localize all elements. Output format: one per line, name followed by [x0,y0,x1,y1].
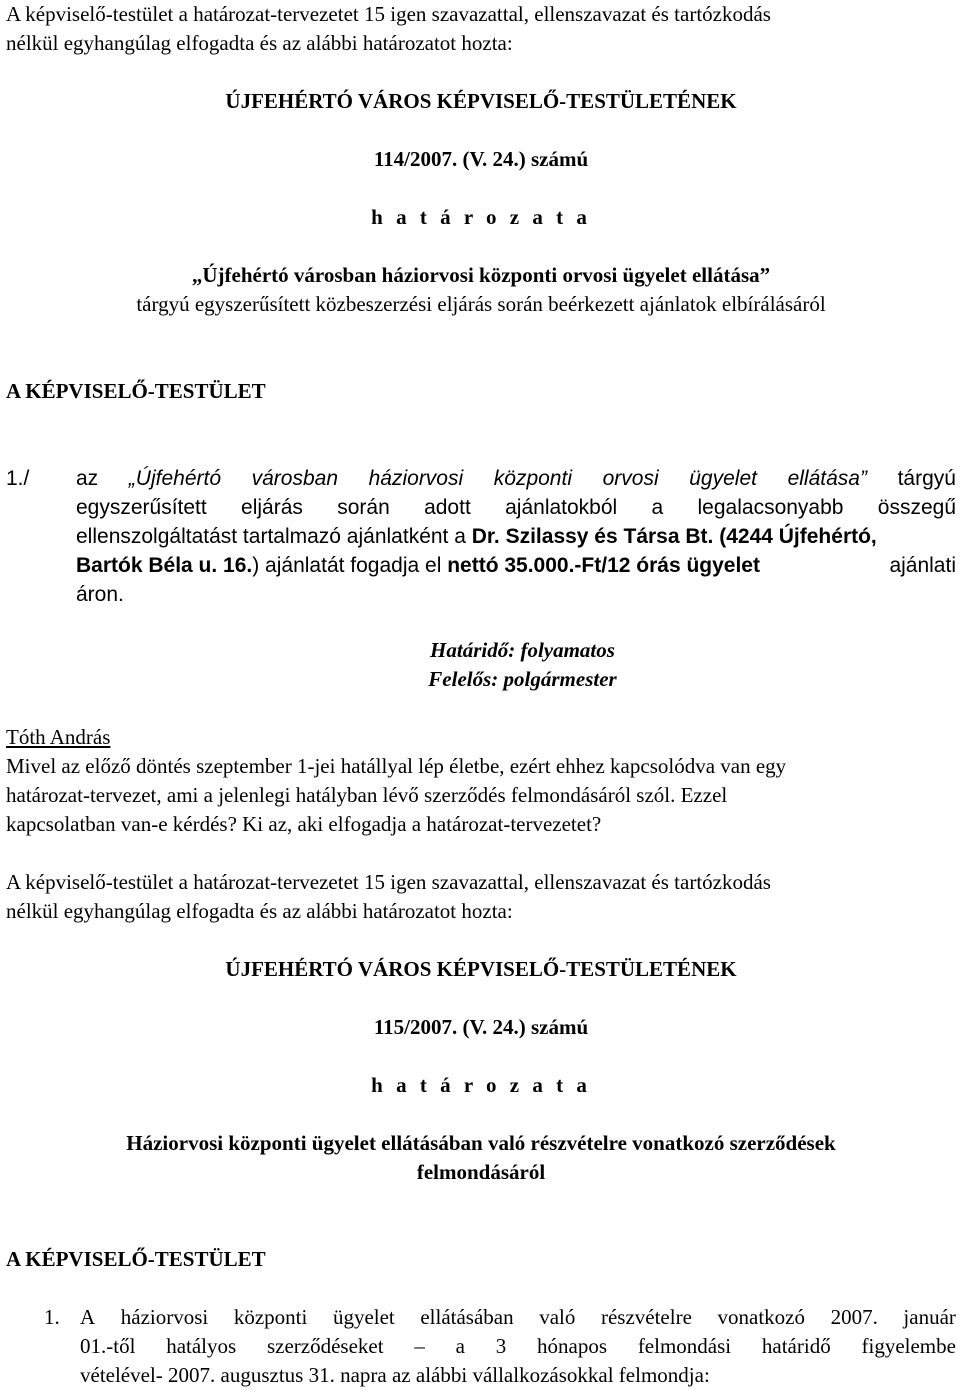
text-span: ellenszolgáltatást tartalmazó ajánlatként a [76,525,472,548]
text-span: Dr. Szilassy és Társa Bt. [471,525,714,548]
text-span: vonatkozó [717,1305,805,1329]
intro-paragraph-2 [6,868,956,926]
text-span: A képviselő-testület a határozat-tervezetet 15 igen szavazattal, ellenszavazat és tartózkodás [6,2,771,26]
text-line [6,781,956,810]
text-span: 01.-től [80,1334,136,1358]
text-line [76,464,956,493]
text-span [76,551,760,580]
text-span: városban [251,467,338,490]
text-span: január [903,1305,956,1329]
text-span: határidő [761,1334,831,1358]
text-span: Mivel az előző döntés szeptember 1-jei hatállyal lép életbe, ezért ehhez kapcsolódva van egy [6,754,787,778]
deadline: Határidő: folyamatos [430,638,615,662]
resolution-2-number: 115/2007. (V. 24.) számú [373,1015,589,1039]
text-line [76,551,956,580]
responsible: Felelős: polgármester [428,667,617,691]
text-span: figyelembe [861,1334,956,1358]
speaker-name: Tóth András [6,725,111,749]
text-line: áron. [76,583,124,606]
text-span: hónapos [537,1334,608,1358]
text-line: kapcsolatban van-e kérdés? Ki az, aki elfogadja a határozat-tervezetet? [6,812,602,836]
text-span: háziorvosi [368,467,464,490]
resolution-1-body-heading: A KÉPVISELŐ-TESTÜLET [6,379,266,403]
text-span: legalacsonyabb [697,496,844,519]
resolution-1-item-text [76,464,956,609]
text-span: háziorvosi [120,1305,209,1329]
text-span: A [80,1305,96,1329]
text-span: adott [424,496,471,519]
text-span: ajánlatokból [505,496,618,519]
text-span: A képviselő-testület a határozat-tervezetet 15 igen szavazattal, ellenszavazat és tartózkodás [6,870,771,894]
text-span: nettó 35.000.-Ft/12 órás ügyelet [447,554,760,577]
text-span: a [651,496,664,519]
text-span: központi [233,1305,308,1329]
text-span: a [455,1334,465,1358]
text-line [80,1303,956,1332]
text-span: eljárás [241,496,303,519]
text-span: ügyelet [332,1305,395,1329]
text-line [76,493,956,522]
text-span: felmondási [637,1334,732,1358]
resolution-2-item-text [80,1303,956,1390]
text-span: hatályos [166,1334,237,1358]
text-span: az [76,467,99,490]
text-span: tárgyú [897,467,956,490]
text-span: (4244 Újfehértó, [719,525,877,548]
text-line [6,868,956,897]
resolution-2-body-heading: A KÉPVISELŐ-TESTÜLET [6,1247,266,1271]
text-line: vételével- 2007. augusztus 31. napra az alábbi vállalkozásokkal felmondja: [80,1363,710,1387]
text-line [6,752,956,781]
resolution-1-number: 114/2007. (V. 24.) számú [373,147,589,171]
text-span: ) ajánlatát fogadja el [252,554,448,577]
resolution-1-title: „Újfehértó városban háziorvosi központi orvosi ügyelet ellátása” [191,263,771,287]
text-span: ajánlati [889,554,956,577]
text-span: 2007. [830,1305,878,1329]
resolution-1-heading: ÚJFEHÉRTÓ VÁROS KÉPVISELŐ-TESTÜLETÉNEK [225,89,737,113]
text-span: összegű [877,496,956,519]
text-line [6,0,956,29]
resolution-2-heading: ÚJFEHÉRTÓ VÁROS KÉPVISELŐ-TESTÜLETÉNEK [225,957,737,981]
text-span: részvételre [600,1305,692,1329]
text-span: ellátásában [420,1305,514,1329]
resolution-1-label: h a t á r o z a t a [371,205,591,229]
resolution-1-subtitle: tárgyú egyszerűsített közbeszerzési eljárás során beérkezett ajánlatok elbírálásáról [136,292,826,316]
text-span: egyszerűsített [76,496,207,519]
resolution-2-title-line-2: felmondásáról [416,1160,546,1184]
text-span: 3 [495,1334,507,1358]
text-span: ellátása” [787,467,867,490]
text-span: orvosi [602,467,659,490]
text-span: során [337,496,390,519]
text-line [80,1332,956,1361]
text-line: nélkül egyhangúlag elfogadta és az alábbi határozatot hozta: [6,899,513,923]
speech-block [6,723,956,839]
text-span: való [539,1305,576,1329]
text-line [76,522,956,551]
text-span: szerződéseket [266,1334,384,1358]
item-number: 1./ [6,467,30,490]
intro-paragraph-1 [6,0,956,58]
text-span: „Újfehértó [128,467,221,490]
item-number: 1. [44,1305,60,1329]
text-span: ügyelet [689,467,757,490]
text-span: Bartók Béla u. 16. [76,554,253,577]
text-span: – [414,1334,425,1358]
text-line: nélkül egyhangúlag elfogadta és az alábbi határozatot hozta: [6,31,513,55]
resolution-2-title-line-1: Háziorvosi központi ügyelet ellátásában való részvételre vonatkozó szerződések [126,1131,836,1155]
resolution-2-label: h a t á r o z a t a [371,1073,591,1097]
text-span: központi [493,467,572,490]
text-span: határozat-tervezet, ami a jelenlegi hatályban lévő szerződés felmondásáról szól. Ezzel [6,783,728,807]
